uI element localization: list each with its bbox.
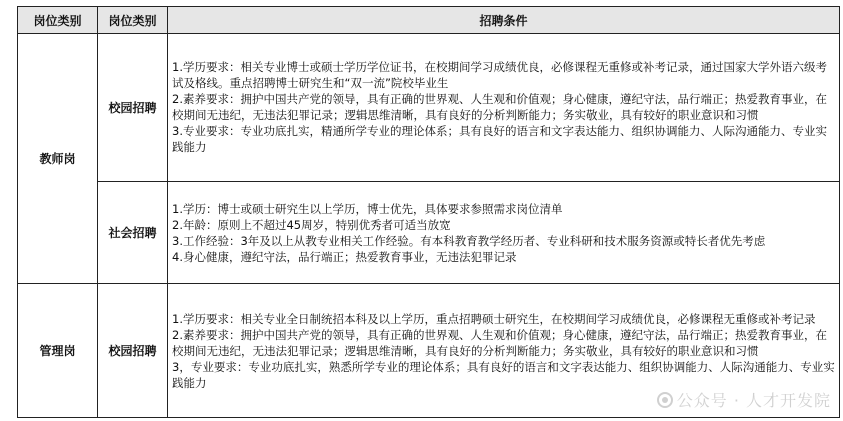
requirement-line: 1.学历要求：相关专业全日制统招本科及以上学历，重点招聘硕士研究生，在校期间学习成绩优良，必修课程无重修或补考记录	[172, 311, 816, 326]
requirement-line: 3.专业要求：专业功底扎实，精通所学专业的理论体系；具有良好的语言和文字表达能力、组织协调能力、人际沟通能力、专业实践能力	[172, 124, 827, 155]
category-management: 管理岗	[18, 284, 98, 418]
header-position-category: 岗位类别	[18, 7, 98, 34]
requirement-line: 3.工作经验：3年及以上从教专业相关工作经验。有本科教育教学经历者、专业科研和技术服务资源或特长者优先考虑	[172, 233, 766, 248]
requirements-cell	[168, 181, 840, 283]
category-teacher: 教师岗	[18, 34, 98, 284]
requirement-line: 2.素养要求：拥护中国共产党的领导，具有正确的世界观、人生观和价值观；身心健康，遵纪守法，品行端正；热爱教育事业，在校期间无违纪，无违法犯罪记录；逻辑思维清晰，具有良好的分析判断能力；务实敬业，具有较好的职业意识和习惯	[172, 327, 827, 358]
requirement-line: 1.学历要求：相关专业博士或硕士学历学位证书，在校期间学习成绩优良，必修课程无重修或补考记录，通过国家大学外语六级考试及格线。重点招聘博士研究生和“双一流”院校毕业生	[172, 60, 827, 91]
table-row	[18, 34, 840, 182]
header-position-subcategory: 岗位类别	[98, 7, 168, 34]
recruit-type-social: 社会招聘	[98, 181, 168, 283]
recruit-type-campus: 校园招聘	[98, 284, 168, 418]
requirement-line: 2.素养要求：拥护中国共产党的领导，具有正确的世界观、人生观和价值观；身心健康，遵纪守法，品行端正；热爱教育事业，在校期间无违纪，无违法犯罪记录；逻辑思维清晰，具有良好的分析判断能力；务实敬业，具有较好的职业意识和习惯	[172, 92, 827, 123]
recruitment-table	[17, 6, 840, 418]
requirement-line: 4.身心健康，遵纪守法，品行端正；热爱教育事业，无违法犯罪记录	[172, 249, 517, 264]
requirement-line: 2.年龄：原则上不超过45周岁，特别优秀者可适当放宽	[172, 217, 451, 232]
requirement-line: 3，专业要求：专业功底扎实，熟悉所学专业的理论体系；具有良好的语言和文字表达能力、组织协调能力、人际沟通能力、专业实践能力	[172, 359, 835, 390]
requirement-line: 1.学历：博士或硕士研究生以上学历，博士优先，具体要求参照需求岗位清单	[172, 201, 563, 216]
table-row	[18, 284, 840, 418]
recruit-type-campus: 校园招聘	[98, 34, 168, 182]
requirements-cell	[168, 284, 840, 418]
requirements-cell	[168, 34, 840, 182]
watermark-text: 公众号 · 人才开发院	[676, 391, 831, 410]
table-row	[18, 181, 840, 283]
header-requirements: 招聘条件	[168, 7, 840, 34]
header-row	[18, 7, 840, 34]
